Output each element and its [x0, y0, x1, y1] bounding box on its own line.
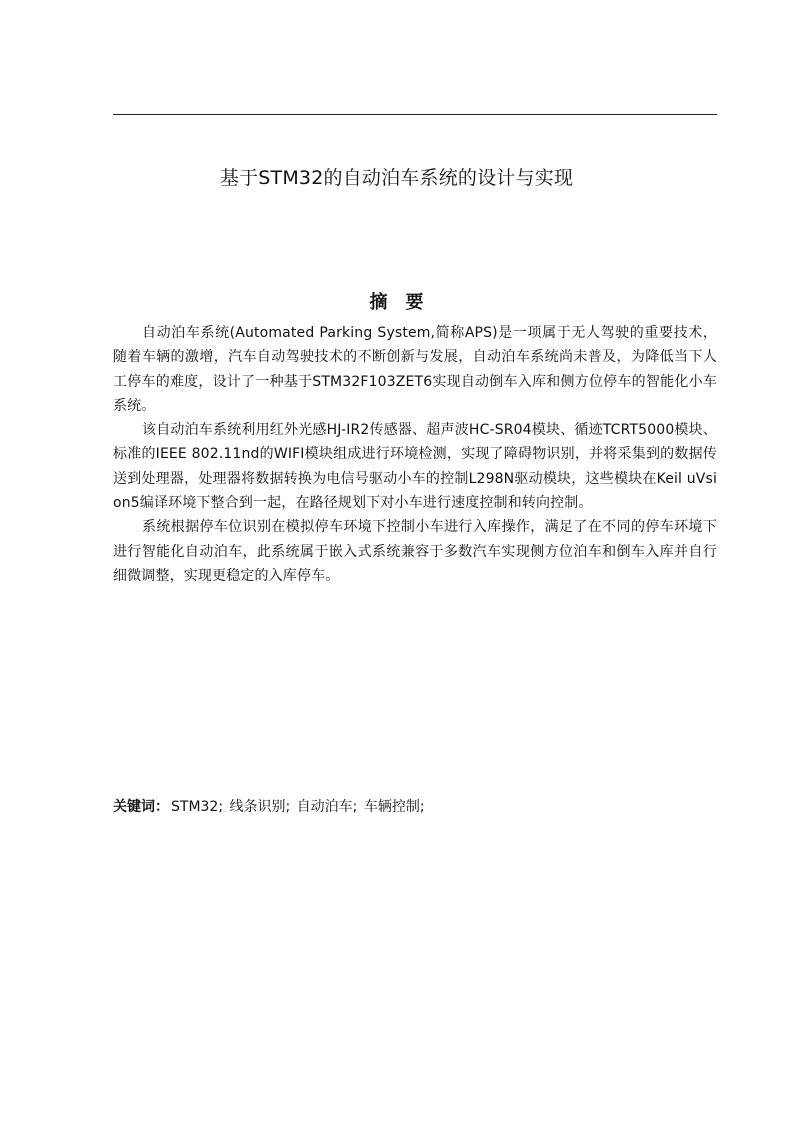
keywords-line [113, 795, 717, 819]
header-rule [113, 114, 717, 115]
abstract-paragraph: 该自动泊车系统利用红外光感HJ-IR2传感器、超声波HC-SR04模块、循迹TCRT5000模块、标准的IEEE 802.11nd的WIFI模块组成进行环境检测，实现了障碍物识别，并将采集到的数据传送到处理器，处理器将数据转换为电信号驱动小车的控制L298N驱动模块，这些模块在Keil uVsion5编译环境下整合到一起，在路径规划下对小车进行速度控制和转向控制。 [113, 422, 717, 512]
keyword-item: 自动泊车; [296, 799, 358, 815]
keyword-item: 线条识别; [229, 799, 291, 815]
abstract-body [113, 321, 717, 588]
keyword-item: STM32; [171, 799, 224, 815]
keywords-label: 关键词： [113, 799, 169, 815]
abstract-heading: 摘要 [369, 292, 442, 313]
abstract-paragraph: 自动泊车系统(Automated Parking System,简称APS)是一项属于无人驾驶的重要技术，随着车辆的激增，汽车自动驾驶技术的不断创新与发展，自动泊车系统尚未普及，为降低当下人工停车的难度，设计了一种基于STM32F103ZET6实现自动倒车入库和侧方位停车的智能化小车系统。 [113, 325, 717, 414]
abstract-paragraph: 系统根据停车位识别在模拟停车环境下控制小车进行入库操作，满足了在不同的停车环境下进行智能化自动泊车，此系统属于嵌入式系统兼容于多数汽车实现侧方位泊车和倒车入库并自行细微调整，实现更稳定的入库停车。 [113, 519, 717, 584]
thesis-title: 基于STM32的自动泊车系统的设计与实现 [219, 167, 574, 189]
keyword-item: 车辆控制; [363, 799, 425, 815]
